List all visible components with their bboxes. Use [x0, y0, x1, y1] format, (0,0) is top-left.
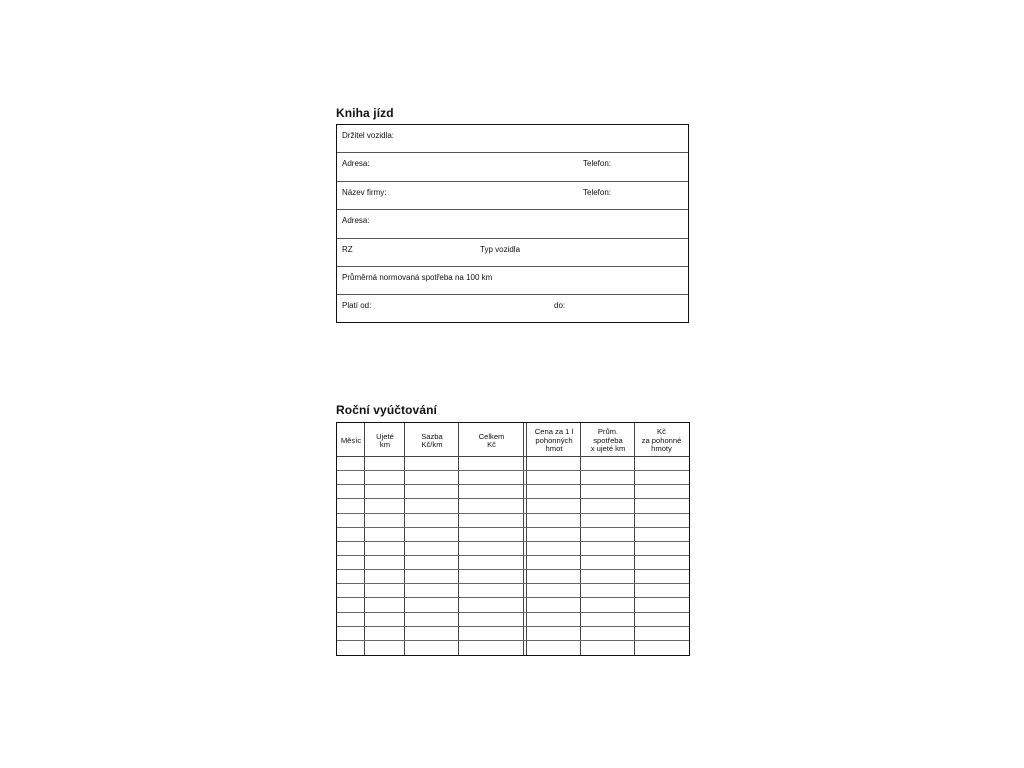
field-label-address: Adresa:: [342, 159, 370, 169]
form-row-address[interactable]: [337, 153, 688, 181]
column-divider: [634, 423, 635, 655]
table-row-divider: [337, 612, 689, 613]
column-divider: [523, 423, 524, 655]
column-divider: [526, 423, 527, 655]
vehicle-info-form: [336, 124, 689, 323]
table-row-divider: [337, 541, 689, 542]
field-label-company-address: Adresa:: [342, 216, 370, 226]
table-row-divider: [337, 583, 689, 584]
field-label-company-name: Název firmy:: [342, 187, 387, 197]
annual-billing-table: [336, 422, 690, 656]
column-header-rate: Sazba Kč/km: [421, 431, 443, 449]
field-label-plate: RZ: [342, 244, 353, 254]
field-label-consumption: Průměrná normovaná spotřeba na 100 km: [342, 272, 493, 282]
field-label-vehicle-type: Typ vozidla: [480, 244, 521, 254]
field-label-holder: Držitel vozidla:: [342, 131, 395, 140]
column-divider: [404, 423, 405, 655]
table-row-divider: [337, 484, 689, 485]
table-row-divider: [337, 470, 689, 471]
vehicle-section-title: Kniha jízd: [336, 106, 394, 120]
form-row-company[interactable]: [337, 182, 688, 210]
table-row-divider: [337, 626, 689, 627]
column-header-total: Celkem Kč: [478, 431, 505, 449]
column-header-fuel-cost: Kč za pohonné hmoty: [641, 427, 682, 454]
field-label-valid-to: do:: [554, 301, 566, 311]
column-header-avg-consumption: Prům. spotřeba x ujeté km: [590, 427, 626, 454]
table-row-divider: [337, 597, 689, 598]
header-divider: [337, 456, 689, 457]
table-row-divider: [337, 527, 689, 528]
form-row-validity[interactable]: [337, 295, 688, 323]
column-header-fuel-price: Cena za 1 l pohonných hmot: [534, 427, 574, 454]
form-row-company-address[interactable]: [337, 210, 688, 238]
column-divider: [364, 423, 365, 655]
billing-section-title: Roční vyúčtování: [336, 403, 437, 417]
form-row-plate[interactable]: [337, 239, 688, 267]
form-row-consumption[interactable]: [337, 267, 688, 295]
table-row-divider: [337, 513, 689, 514]
table-row-divider: [337, 640, 689, 641]
table-row-divider: [337, 569, 689, 570]
column-header-month: Měsíc: [340, 435, 362, 445]
column-divider: [458, 423, 459, 655]
field-label-phone: Telefon:: [583, 159, 612, 169]
form-row-holder[interactable]: [337, 125, 688, 153]
column-divider: [580, 423, 581, 655]
column-header-km: Ujeté km: [376, 431, 394, 449]
field-label-valid-from: Platí od:: [342, 301, 372, 311]
table-row-divider: [337, 555, 689, 556]
table-row-divider: [337, 498, 689, 499]
field-label-company-phone: Telefon:: [583, 187, 612, 197]
